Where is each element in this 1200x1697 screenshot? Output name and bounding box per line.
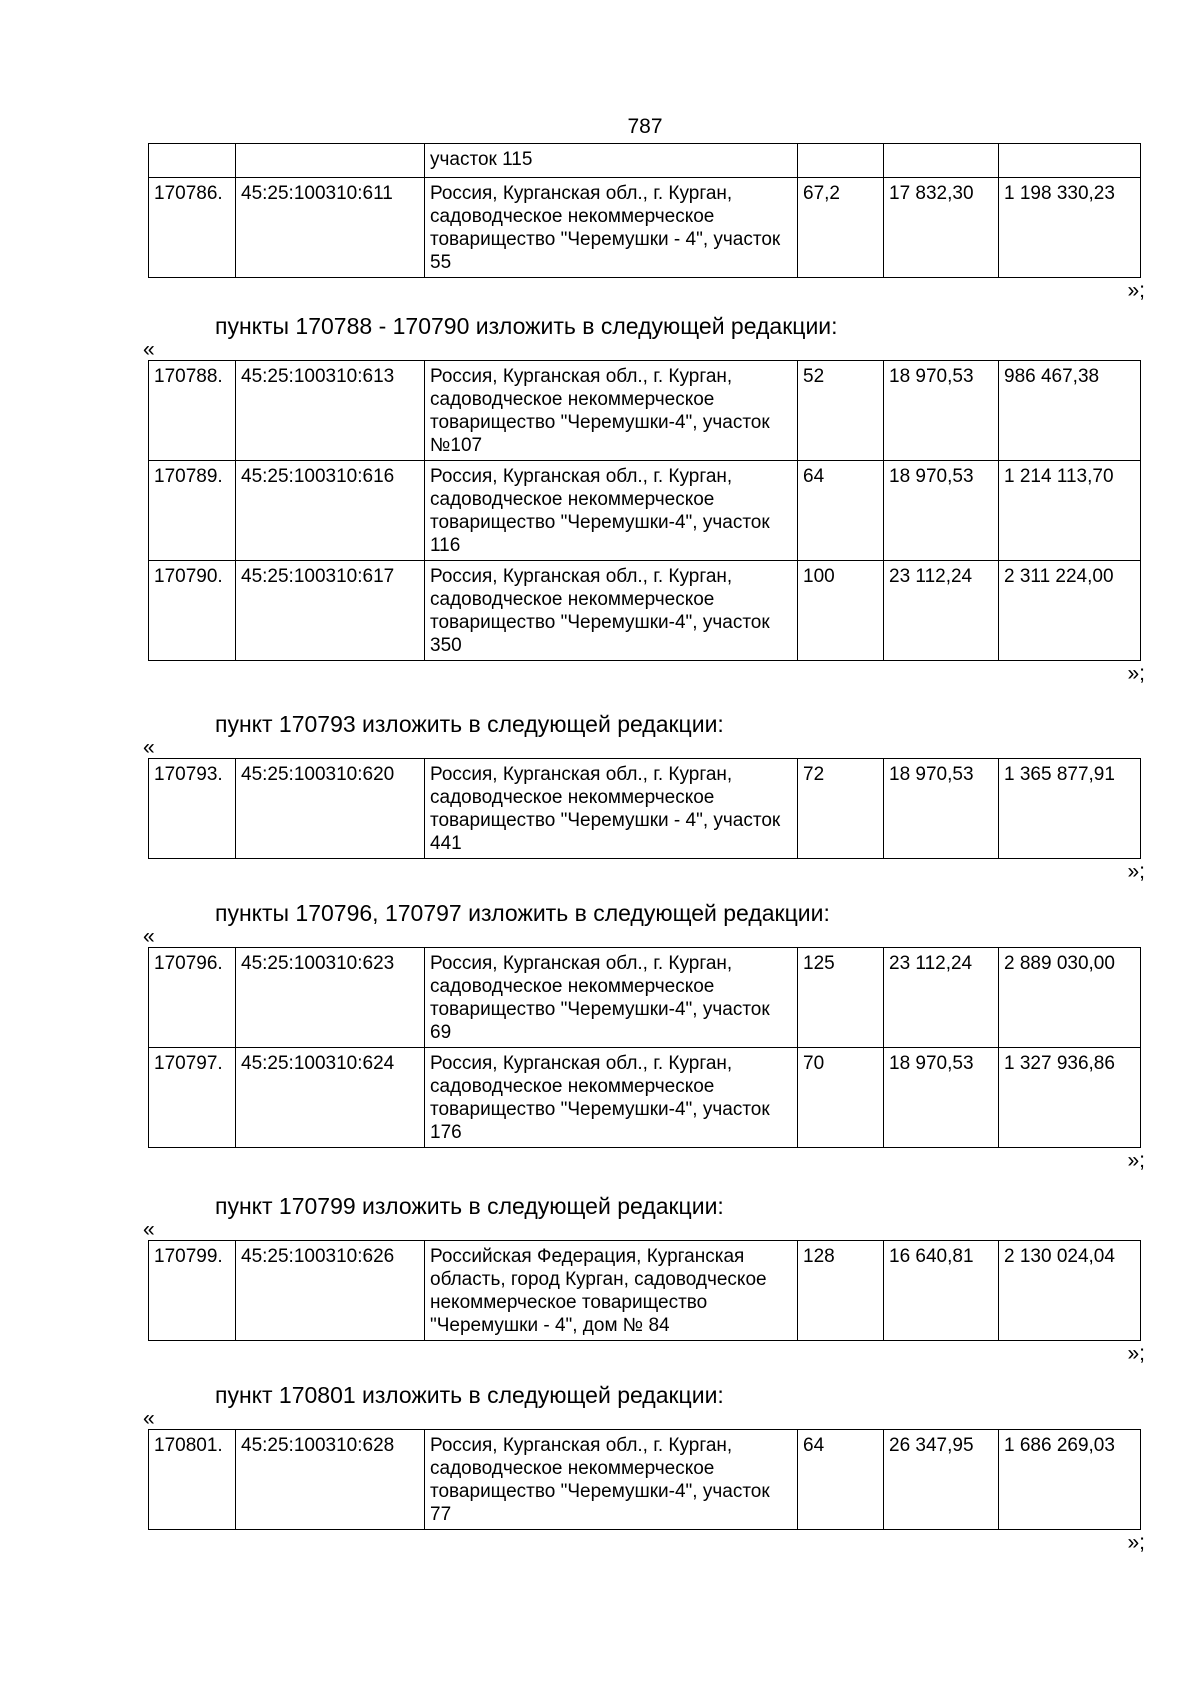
table-row [149,361,1141,461]
cadastral-number: 45:25:100310:626 [236,1241,425,1341]
cadastral-value: 1 327 936,86 [999,1048,1141,1148]
amendment-intro: пункт 170799 изложить в следующей редакции: [215,1193,724,1219]
cadastral-value: 2 130 024,04 [999,1241,1141,1341]
unit-price: 18 970,53 [884,759,999,859]
closing-quote: »; [1127,1149,1145,1172]
opening-quote: « [143,338,155,361]
table-row [149,1241,1141,1341]
unit-price: 26 347,95 [884,1430,999,1530]
cadastral-value: 2 889 030,00 [999,948,1141,1048]
section-amendment [143,312,1145,687]
cadastral-number: 45:25:100310:613 [236,361,425,461]
area: 70 [798,1048,884,1148]
address: Россия, Курганская обл., г. Курган, садоводческое некоммерческое товарищество "Черемушки-4", участок 116 [425,461,798,561]
area: 72 [798,759,884,859]
section-amendment [143,899,1145,1174]
row-number: 170788. [149,361,236,461]
cadastral-number: 45:25:100310:611 [236,178,425,278]
amendment-intro: пункты 170788 - 170790 изложить в следующей редакции: [215,313,838,339]
row-number: 170790. [149,561,236,661]
row-number: 170799. [149,1241,236,1341]
row-number: 170789. [149,461,236,561]
closing-quote: »; [1127,860,1145,883]
unit-price: 23 112,24 [884,561,999,661]
register-table [148,1429,1141,1530]
cadastral-value: 986 467,38 [999,361,1141,461]
address: Россия, Курганская обл., г. Курган, садоводческое некоммерческое товарищество "Черемушки - 4", участок 55 [425,178,798,278]
register-table [148,947,1141,1148]
opening-quote: « [143,1407,155,1430]
table-row [149,144,1141,178]
closing-quote: »; [1127,279,1145,302]
row-number [149,144,236,178]
register-table [148,143,1141,278]
area: 64 [798,461,884,561]
address: Россия, Курганская обл., г. Курган, садоводческое некоммерческое товарищество "Черемушки-4", участок 176 [425,1048,798,1148]
table-row [149,461,1141,561]
area [798,144,884,178]
address: Россия, Курганская обл., г. Курган, садоводческое некоммерческое товарищество "Черемушки-4", участок №107 [425,361,798,461]
cadastral-value: 1 365 877,91 [999,759,1141,859]
section-amendment [143,710,1145,885]
page-number: 787 [627,115,663,138]
address: участок 115 [425,144,798,178]
cadastral-number: 45:25:100310:623 [236,948,425,1048]
address: Российская Федерация, Курганская область, город Курган, садоводческое некоммерческое товарищество "Черемушки - 4", дом № 84 [425,1241,798,1341]
register-table [148,758,1141,859]
row-number: 170793. [149,759,236,859]
section-continuation [148,143,1145,304]
unit-price: 18 970,53 [884,461,999,561]
cadastral-number: 45:25:100310:616 [236,461,425,561]
cadastral-number: 45:25:100310:620 [236,759,425,859]
register-table [148,1240,1141,1341]
amendment-intro: пункт 170793 изложить в следующей редакции: [215,711,724,737]
cadastral-value: 1 198 330,23 [999,178,1141,278]
cadastral-number: 45:25:100310:628 [236,1430,425,1530]
table-row [149,178,1141,278]
unit-price: 18 970,53 [884,1048,999,1148]
amendment-intro: пункты 170796, 170797 изложить в следующей редакции: [215,900,830,926]
closing-quote: »; [1127,1531,1145,1554]
unit-price: 16 640,81 [884,1241,999,1341]
row-number: 170786. [149,178,236,278]
table-row [149,1430,1141,1530]
opening-quote: « [143,1218,155,1241]
table-row [149,561,1141,661]
unit-price [884,144,999,178]
address: Россия, Курганская обл., г. Курган, садоводческое некоммерческое товарищество "Черемушки-4", участок 350 [425,561,798,661]
table-row [149,948,1141,1048]
address: Россия, Курганская обл., г. Курган, садоводческое некоммерческое товарищество "Черемушки-4", участок 77 [425,1430,798,1530]
cadastral-number: 45:25:100310:617 [236,561,425,661]
amendment-intro: пункт 170801 изложить в следующей редакции: [215,1382,724,1408]
area: 52 [798,361,884,461]
row-number: 170801. [149,1430,236,1530]
closing-quote: »; [1127,1342,1145,1365]
cadastral-value: 2 311 224,00 [999,561,1141,661]
area: 128 [798,1241,884,1341]
row-number: 170797. [149,1048,236,1148]
unit-price: 17 832,30 [884,178,999,278]
unit-price: 18 970,53 [884,361,999,461]
area: 67,2 [798,178,884,278]
opening-quote: « [143,925,155,948]
closing-quote: »; [1127,662,1145,685]
address: Россия, Курганская обл., г. Курган, садоводческое некоммерческое товарищество "Черемушки-4", участок 69 [425,948,798,1048]
register-table [148,360,1141,661]
table-row [149,1048,1141,1148]
cadastral-value: 1 686 269,03 [999,1430,1141,1530]
cadastral-number: 45:25:100310:624 [236,1048,425,1148]
area: 100 [798,561,884,661]
opening-quote: « [143,736,155,759]
cadastral-value: 1 214 113,70 [999,461,1141,561]
row-number: 170796. [149,948,236,1048]
address: Россия, Курганская обл., г. Курган, садоводческое некоммерческое товарищество "Черемушки - 4", участок 441 [425,759,798,859]
section-amendment [143,1381,1145,1556]
area: 125 [798,948,884,1048]
area: 64 [798,1430,884,1530]
cadastral-value [999,144,1141,178]
table-row [149,759,1141,859]
cadastral-number [236,144,425,178]
unit-price: 23 112,24 [884,948,999,1048]
section-amendment [143,1192,1145,1367]
